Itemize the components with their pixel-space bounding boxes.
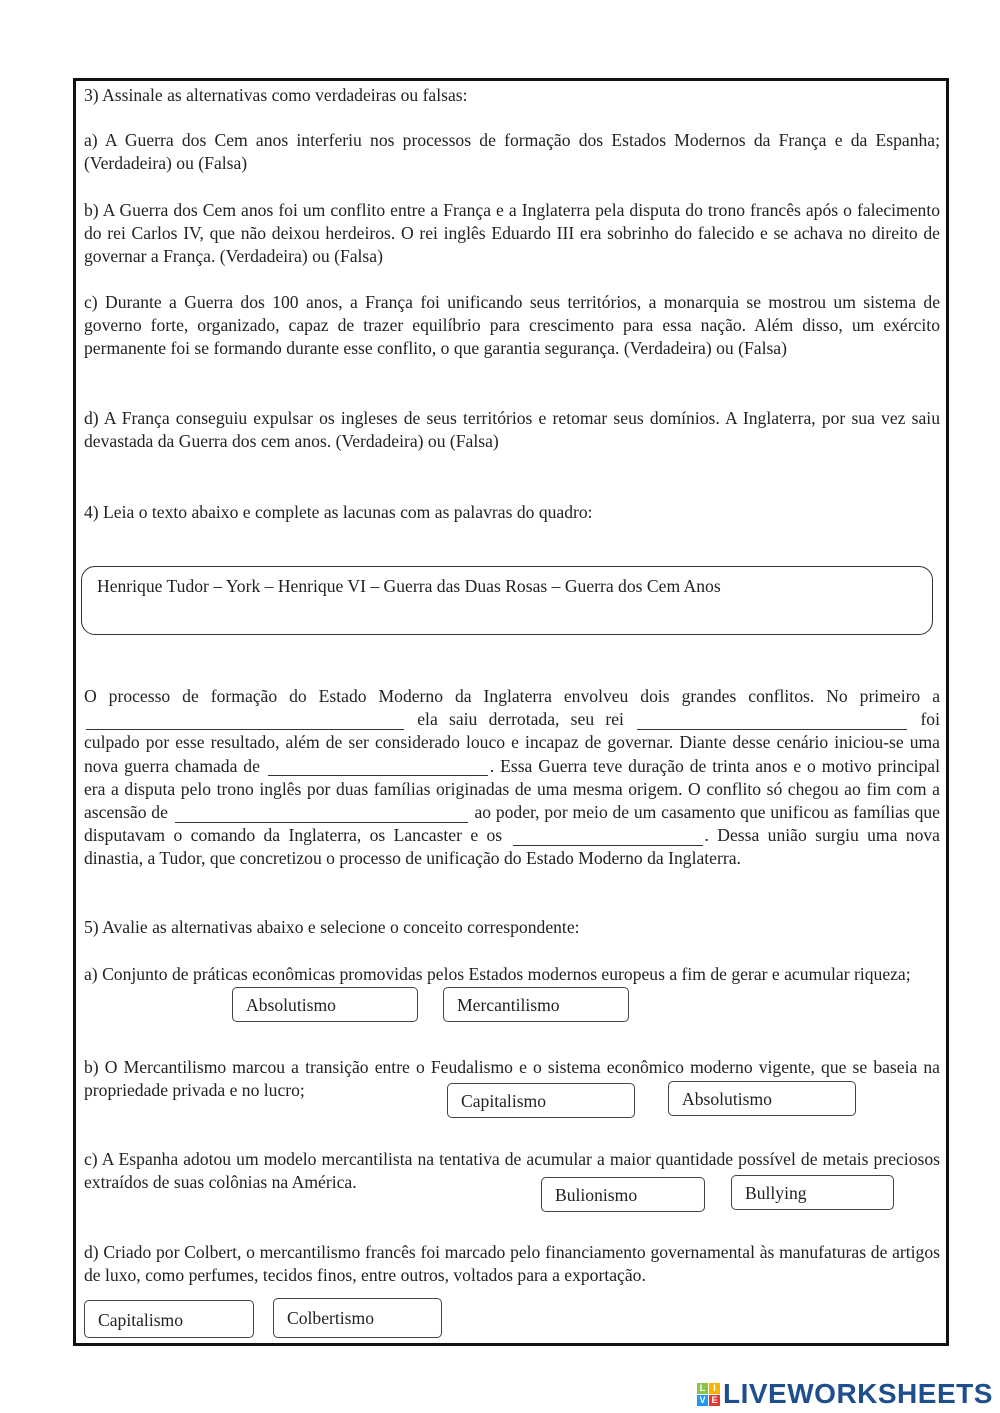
option-colbertismo[interactable]: Colbertismo	[273, 1298, 442, 1338]
text-segment: ela saiu derrotada, seu rei	[406, 709, 636, 730]
q3-title: 3) Assinale as alternativas como verdadeiras ou falsas:	[84, 85, 468, 105]
logo-tile: I	[709, 1383, 720, 1394]
blank-input-4[interactable]	[175, 804, 468, 823]
option-capitalismo[interactable]: Capitalismo	[84, 1300, 254, 1338]
text-segment: ao poder, por meio de um casamento que unificou as famílias que disputavam o comando da Inglaterra, os Lancaster e os	[84, 802, 940, 846]
liveworksheets-logo	[697, 1378, 993, 1410]
option-mercantilismo[interactable]: Mercantilismo	[443, 987, 629, 1022]
blank-input-2[interactable]	[637, 711, 907, 730]
word-bank: Henrique Tudor – York – Henrique VI – Guerra das Duas Rosas – Guerra dos Cem Anos	[97, 576, 721, 596]
q5-item-b: b) O Mercantilismo marcou a transição entre o Feudalismo e o sistema econômico moderno vigente, que se baseia na propriedade privada e no lucro;	[84, 1057, 940, 1101]
option-bulionismo[interactable]: Bulionismo	[541, 1177, 705, 1212]
q3-item-c: c) Durante a Guerra dos 100 anos, a França foi unificando seus territórios, a monarquia se mostrou um sistema de governo forte, organizado, capaz de trazer equilíbrio para crescimento para essa nação. Além disso, um exército permanente foi se formando durante esse conflito, o que garantia segurança. (Verdadeira) ou (Falsa)	[84, 292, 940, 359]
logo-tile: V	[697, 1395, 708, 1406]
text-segment: . Essa Guerra teve duração de trinta anos e o motivo principal era a disputa pelo trono inglês por duas famílias originadas de uma mesma origem. O conflito só chegou ao fim com a ascensão de	[84, 755, 941, 823]
option-absolutismo[interactable]: Absolutismo	[668, 1081, 856, 1116]
q5-title: 5) Avalie as alternativas abaixo e selecione o conceito correspondente:	[84, 917, 580, 937]
option-bullying[interactable]: Bullying	[731, 1175, 894, 1210]
blank-input-1[interactable]	[86, 711, 404, 730]
logo-tile: L	[697, 1383, 708, 1394]
logo-text: LIVEWORKSHEETS	[723, 1378, 993, 1409]
option-absolutismo[interactable]: Absolutismo	[232, 987, 418, 1022]
q5-item-a: a) Conjunto de práticas econômicas promovidas pelos Estados modernos europeus a fim de gerar e acumular riqueza;	[84, 964, 911, 984]
blank-input-5[interactable]	[513, 827, 703, 846]
text-segment: foi culpado por esse resultado, além de ser considerado louco e incapaz de governar. Diante desse cenário iniciou-se uma nova guerra chamada de	[84, 709, 940, 776]
q5-item-c: c) A Espanha adotou um modelo mercantilista na tentativa de acumular a maior quantidade possível de metais preciosos extraídos de suas colônias na América.	[84, 1149, 940, 1193]
blank-input-3[interactable]	[268, 757, 488, 776]
q5-item-d: d) Criado por Colbert, o mercantilismo francês foi marcado pelo financiamento governamental às manufaturas de artigos de luxo, como perfumes, tecidos finos, entre outros, voltados para a exportação.	[84, 1242, 940, 1286]
option-capitalismo[interactable]: Capitalismo	[447, 1083, 635, 1118]
q3-item-d: d) A França conseguiu expulsar os ingleses de seus territórios e retomar seus domínios. A Inglaterra, por sua vez saiu devastada da Guerra dos cem anos. (Verdadeira) ou (Falsa)	[84, 408, 940, 452]
text-segment: . Dessa união surgiu uma nova dinastia, a Tudor, que concretizou o processo de unificação do Estado Moderno da Inglaterra.	[84, 825, 940, 869]
logo-tile: E	[709, 1395, 720, 1406]
word-bank-box	[81, 566, 933, 635]
q3-item-a: a) A Guerra dos Cem anos interferiu nos processos de formação dos Estados Modernos da França e da Espanha; (Verdadeira) ou (Falsa)	[84, 130, 940, 174]
q4-paragraph	[84, 685, 940, 871]
q3-item-b: b) A Guerra dos Cem anos foi um conflito entre a França e a Inglaterra pela disputa do trono francês após o falecimento do rei Carlos IV, que não deixou herdeiros. O rei inglês Eduardo III era sobrinho do falecido e se achava no direito de governar a França. (Verdadeira) ou (Falsa)	[84, 200, 940, 267]
logo-tiles-icon	[697, 1383, 720, 1406]
text-segment: O processo de formação do Estado Moderno da Inglaterra envolveu dois grandes conflitos. No primeiro a	[84, 686, 940, 706]
q4-title: 4) Leia o texto abaixo e complete as lacunas com as palavras do quadro:	[84, 502, 593, 522]
